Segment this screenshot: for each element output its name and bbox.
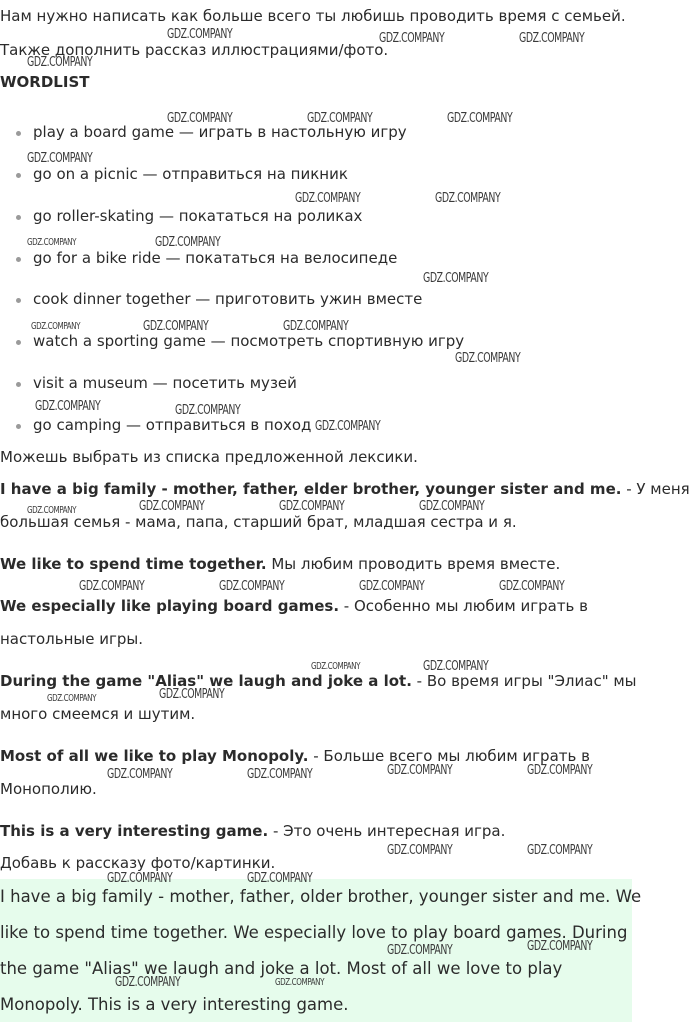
task-line-2: Также дополнить рассказ иллюстрациями/фото. — [0, 41, 389, 59]
wordlist-item: visit a museum — посетить музей — [33, 374, 297, 392]
watermark: GDZ.COMPANY — [27, 55, 93, 70]
watermark: GDZ.COMPANY — [295, 191, 361, 206]
watermark: GDZ.COMPANY — [419, 499, 485, 514]
watermark: GDZ.COMPANY — [315, 419, 381, 434]
watermark: GDZ.COMPANY — [247, 871, 313, 886]
sentence-en: We like to spend time together. — [0, 555, 267, 573]
watermark: GDZ.COMPANY — [359, 579, 425, 594]
sentence-ru-cont: Монополию. — [0, 780, 97, 798]
watermark: GDZ.COMPANY — [275, 977, 325, 988]
sentence-ru: - Больше всего мы любим играть в — [308, 747, 590, 765]
watermark: GDZ.COMPANY — [307, 111, 373, 126]
watermark: GDZ.COMPANY — [107, 767, 173, 782]
final-text-line: I have a big family - mother, father, older brother, younger sister and me. We — [0, 887, 642, 906]
choose-note: Можешь выбрать из списка предложенной лексики. — [0, 448, 418, 466]
watermark: GDZ.COMPANY — [27, 505, 77, 516]
bullet-icon — [16, 215, 21, 220]
watermark: GDZ.COMPANY — [167, 111, 233, 126]
watermark: GDZ.COMPANY — [167, 27, 233, 42]
final-text-line: like to spend time together. We especially love to play board games. During — [0, 923, 628, 942]
watermark: GDZ.COMPANY — [519, 31, 585, 46]
sentence-ru-cont: большая семья - мама, папа, старший брат, младшая сестра и я. — [0, 513, 517, 531]
watermark: GDZ.COMPANY — [387, 843, 453, 858]
watermark: GDZ.COMPANY — [35, 399, 101, 414]
watermark: GDZ.COMPANY — [143, 319, 209, 334]
sentence-en: This is a very interesting game. — [0, 822, 269, 840]
sentence-ru-cont: много смеемся и шутим. — [0, 705, 196, 723]
bullet-icon — [16, 173, 21, 178]
wordlist-item: cook dinner together — приготовить ужин вместе — [33, 290, 423, 308]
watermark: GDZ.COMPANY — [47, 693, 97, 704]
watermark: GDZ.COMPANY — [219, 579, 285, 594]
wordlist-item: go roller-skating — покататься на роликах — [33, 207, 363, 225]
sentence-en: During the game "Alias" we laugh and joke a lot. — [0, 672, 412, 690]
bullet-icon — [16, 424, 21, 429]
watermark: GDZ.COMPANY — [27, 237, 77, 248]
sentence-pair — [0, 821, 505, 841]
final-text-line: Monopoly. This is a very interesting game. — [0, 995, 349, 1014]
wordlist-item: watch a sporting game — посмотреть спортивную игру — [33, 332, 465, 350]
watermark: GDZ.COMPANY — [387, 763, 453, 778]
bullet-icon — [16, 382, 21, 387]
wordlist-item: go for a bike ride — покататься на велосипеде — [33, 249, 398, 267]
watermark: GDZ.COMPANY — [527, 843, 593, 858]
watermark: GDZ.COMPANY — [159, 687, 225, 702]
sentence-ru: - Это очень интересная игра. — [268, 822, 506, 840]
wordlist-item: go camping — отправиться в поход — [33, 416, 312, 434]
add-pictures-note: Добавь к рассказу фото/картинки. — [0, 854, 276, 872]
watermark: GDZ.COMPANY — [527, 939, 593, 954]
sentence-en: I have a big family - mother, father, elder brother, younger sister and me. — [0, 480, 622, 498]
watermark: GDZ.COMPANY — [155, 235, 221, 250]
sentence-ru: Мы любим проводить время вместе. — [266, 555, 561, 573]
bullet-icon — [16, 340, 21, 345]
watermark: GDZ.COMPANY — [423, 659, 489, 674]
sentence-ru: - Особенно мы любим играть в — [339, 597, 589, 615]
watermark: GDZ.COMPANY — [175, 403, 241, 418]
sentence-ru: - У меня — [621, 480, 690, 498]
wordlist-title: WORDLIST — [0, 73, 90, 91]
sentence-en: Most of all we like to play Monopoly. — [0, 747, 309, 765]
bullet-icon — [16, 131, 21, 136]
watermark: GDZ.COMPANY — [379, 31, 445, 46]
watermark: GDZ.COMPANY — [79, 579, 145, 594]
watermark: GDZ.COMPANY — [27, 151, 93, 166]
wordlist-item: play a board game — играть в настольную игру — [33, 123, 407, 141]
watermark: GDZ.COMPANY — [423, 271, 489, 286]
watermark: GDZ.COMPANY — [311, 661, 361, 672]
sentence-pair — [0, 479, 690, 499]
watermark: GDZ.COMPANY — [435, 191, 501, 206]
watermark: GDZ.COMPANY — [455, 351, 521, 366]
watermark: GDZ.COMPANY — [283, 319, 349, 334]
watermark: GDZ.COMPANY — [499, 579, 565, 594]
watermark: GDZ.COMPANY — [279, 499, 345, 514]
sentence-en: We especially like playing board games. — [0, 597, 340, 615]
sentence-ru-cont: настольные игры. — [0, 630, 143, 648]
bullet-icon — [16, 257, 21, 262]
watermark: GDZ.COMPANY — [387, 943, 453, 958]
watermark: GDZ.COMPANY — [139, 499, 205, 514]
sentence-pair — [0, 596, 588, 616]
sentence-ru: - Во время игры "Элиас" мы — [411, 672, 637, 690]
watermark: GDZ.COMPANY — [247, 767, 313, 782]
watermark: GDZ.COMPANY — [107, 871, 173, 886]
sentence-pair — [0, 746, 590, 766]
watermark: GDZ.COMPANY — [447, 111, 513, 126]
watermark: GDZ.COMPANY — [527, 763, 593, 778]
watermark: GDZ.COMPANY — [115, 975, 181, 990]
task-line-1: Нам нужно написать как больше всего ты любишь проводить время с семьей. — [0, 7, 626, 25]
watermark: GDZ.COMPANY — [31, 321, 81, 332]
sentence-pair — [0, 554, 560, 574]
wordlist-item: go on a picnic — отправиться на пикник — [33, 165, 348, 183]
bullet-icon — [16, 298, 21, 303]
final-text-line: the game "Alias" we laugh and joke a lot. Most of all we love to play — [0, 959, 563, 978]
